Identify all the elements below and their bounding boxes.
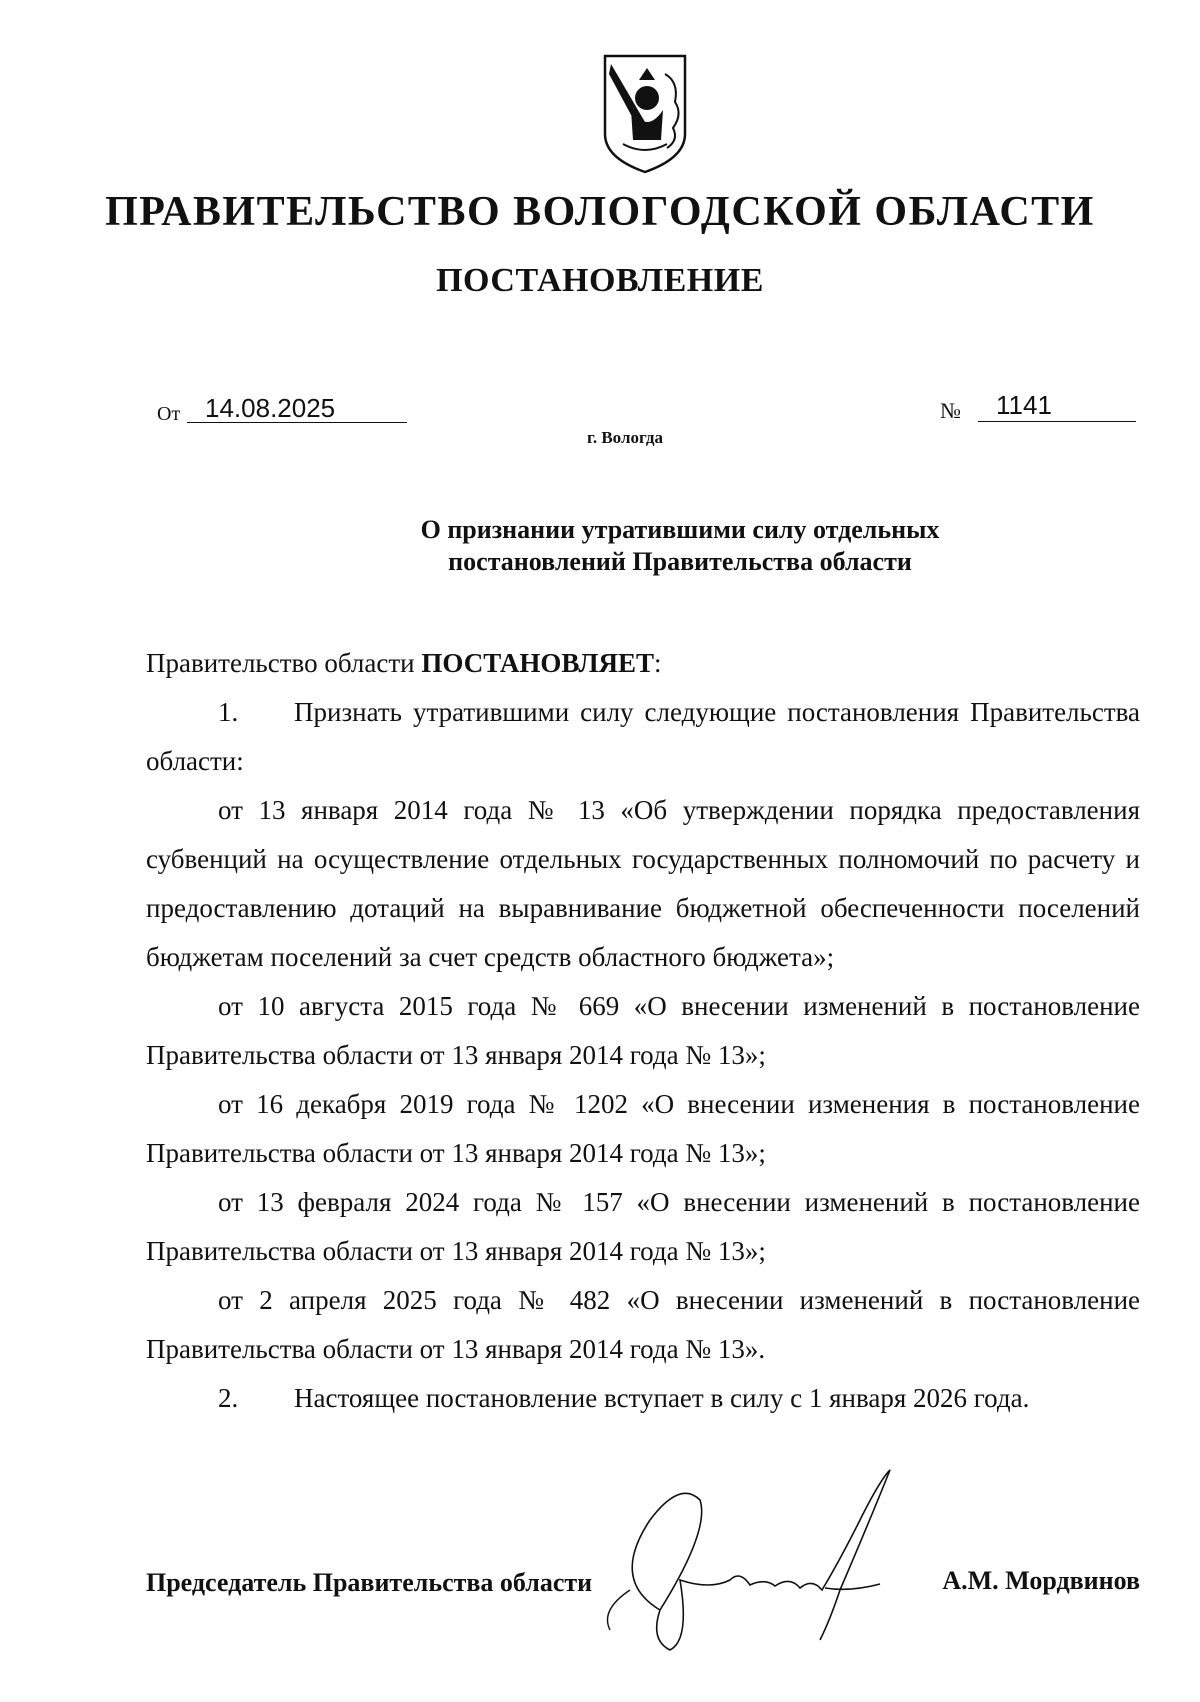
document-type: ПОСТАНОВЛЕНИЕ: [436, 262, 764, 299]
subject-line-1: О признании утратившими силу отдельных: [420, 515, 940, 544]
list-item: от 13 января 2014 года № 13 «Об утверждении порядка предоставления субвенций на осуществление отдельных государственных полномочий по расчету и предоставлению дотаций на выравнивание бюджетной обеспеченности поселений бюджетам поселений за счет средств областного бюджета»;: [146, 795, 1140, 972]
date-field: [157, 393, 417, 433]
document-date: 14.08.2025: [187, 393, 407, 423]
document-number: 1141: [978, 390, 1136, 422]
point-2-text: Настоящее постановление вступает в силу с 1 января 2026 года.: [294, 1383, 1030, 1413]
number-field: [940, 390, 1140, 430]
document-body: [146, 639, 1140, 1423]
signer-position: Председатель Правительства области: [146, 1568, 593, 1597]
point-1-text: Признать утратившими силу следующие постановления Правительства области:: [146, 697, 1140, 776]
signature-block: [146, 1558, 1140, 1618]
list-item: от 13 февраля 2024 года № 157 «О внесении изменений в постановление Правительства области от 13 января 2014 года № 13»;: [146, 1187, 1140, 1266]
signer-name: А.М. Мордвинов: [942, 1566, 1140, 1595]
date-prefix: От: [157, 403, 181, 425]
subject-line-2: постановлений Правительства области: [448, 547, 912, 576]
preamble-lead: Правительство области: [146, 648, 422, 678]
point-1: [146, 688, 1140, 786]
preamble-resolves: ПОСТАНОВЛЯЕТ: [421, 648, 654, 678]
preamble: [146, 639, 1140, 688]
organization-title: ПРАВИТЕЛЬСТВО ВОЛОГОДСКОЙ ОБЛАСТИ: [105, 189, 1095, 235]
point-2: [146, 1374, 1140, 1423]
document-subject: [360, 514, 1000, 578]
coat-of-arms-icon: [601, 52, 689, 176]
preamble-tail: :: [653, 648, 662, 678]
list-item: от 10 августа 2015 года № 669 «О внесении изменений в постановление Правительства области от 13 января 2014 года № 13»;: [146, 991, 1140, 1070]
point-1-number: 1.: [218, 697, 239, 727]
list-item: от 16 декабря 2019 года № 1202 «О внесении изменения в постановление Правительства области от 13 января 2014 года № 13»;: [146, 1089, 1140, 1168]
list-item: от 2 апреля 2025 года № 482 «О внесении изменений в постановление Правительства области от 13 января 2014 года № 13».: [146, 1285, 1140, 1364]
city: г. Вологда: [587, 428, 663, 447]
number-sign: №: [940, 398, 961, 423]
point-2-number: 2.: [218, 1383, 239, 1413]
